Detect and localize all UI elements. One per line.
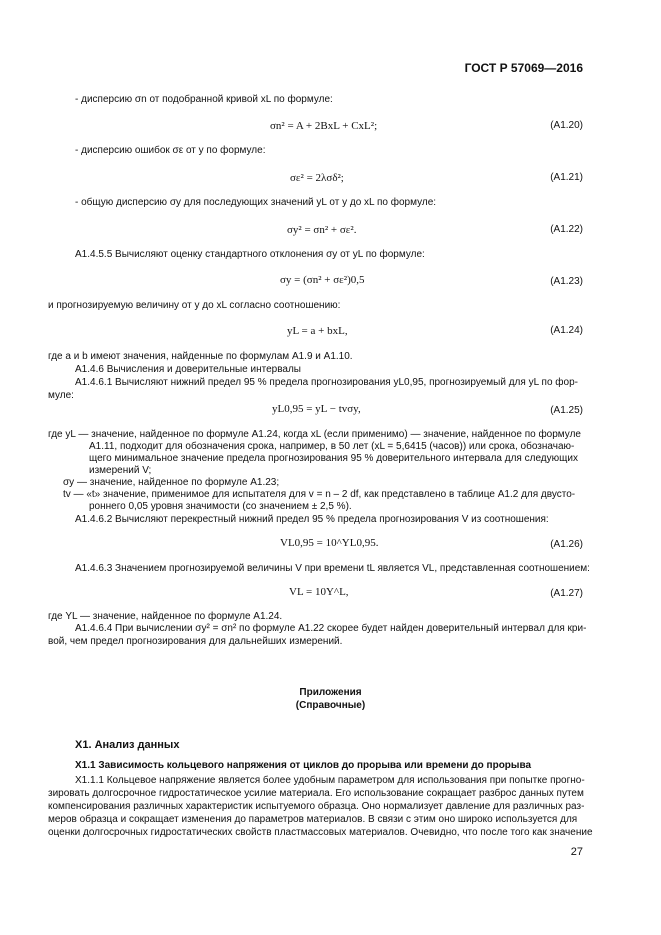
paragraph-predicted-value: и прогнозируемую величину от y до xL согласно соотношению: bbox=[48, 300, 341, 311]
where-yl-line3: щего минимальное значение предела прогнозирования 95 % доверительного интервала для следующих bbox=[89, 453, 578, 464]
where-yl-line1: где yL — значение, найденное по формуле А1.24, когда xL (если применимо) — значение, найденное по формуле bbox=[48, 429, 581, 440]
where-tv-line1: tv — «t» значение, применимое для испытателя для v = n – 2 df, как представлено в таблице А1.2 для двусто- bbox=[63, 489, 576, 500]
section-a1-4-6-title: А1.4.6 Вычисления и доверительные интервалы bbox=[75, 364, 301, 375]
formula-number-a1-20: (A1.20) bbox=[550, 120, 583, 131]
where-yl-capital: где YL — значение, найденное по формуле А1.24. bbox=[48, 611, 283, 622]
document-id: ГОСТ Р 57069—2016 bbox=[464, 61, 583, 75]
formula-a1-27: VL = 10Y^L, bbox=[289, 586, 349, 598]
formula-a1-24: yL = a + bxL, bbox=[287, 325, 348, 337]
formula-a1-25: yL0,95 = yL − tvσy, bbox=[272, 403, 361, 415]
paragraph-x1-1-1-line3: компенсирования различных характеристик испытуемого образца. Оно нормализует давление для различных раз- bbox=[48, 801, 585, 812]
formula-number-a1-24: (A1.24) bbox=[550, 325, 583, 336]
paragraph-a1-4-6-3: А1.4.6.3 Значением прогнозируемой величины V при времени tL является VL, представленная соотношением: bbox=[75, 563, 590, 574]
paragraph-text: - дисперсию σn от подобранной кривой xL по формуле: bbox=[75, 94, 333, 105]
where-yl-line4: измерений V; bbox=[89, 465, 152, 476]
paragraph-a1-4-6-4-line1: А1.4.6.4 При вычислении σy² = σn² по формуле А1.22 скорее будет найден доверительный интервал для кри- bbox=[75, 623, 587, 634]
paragraph-a1-4-6-1-line1: А1.4.6.1 Вычисляют нижний предел 95 % предела прогнозирования yL0,95, прогнозируемый для yL по фор- bbox=[75, 377, 578, 388]
formula-a1-20: σn² = A + 2BxL + CxL²; bbox=[270, 120, 378, 132]
paragraph-dispersion-curve bbox=[75, 94, 333, 106]
formula-number-a1-26: (A1.26) bbox=[550, 539, 583, 550]
formula-number-a1-23: (A1.23) bbox=[550, 276, 583, 287]
paragraph-a1-4-6-4-line2: вой, чем предел прогнозирования для дальнейших измерений. bbox=[48, 636, 343, 647]
formula-a1-21: σε² = 2λσδ²; bbox=[290, 172, 344, 184]
paragraph-a1-4-6-2: А1.4.6.2 Вычисляют перекрестный нижний предел 95 % предела прогнозирования V из соотношения: bbox=[75, 514, 549, 525]
where-sigma-y: σy — значение, найденное по формуле А1.23; bbox=[63, 477, 280, 488]
formula-number-a1-27: (A1.27) bbox=[550, 588, 583, 599]
where-tv-line2: роннего 0,05 уровня значимости (со значением ± 2,5 %). bbox=[89, 501, 352, 512]
appendix-title: Приложения bbox=[299, 687, 362, 698]
formula-number-a1-25: (A1.25) bbox=[550, 405, 583, 416]
paragraph-a1-4-6-1-line2: муле: bbox=[48, 390, 74, 401]
appendix-subtitle: (Справочные) bbox=[295, 700, 366, 711]
page-number: 27 bbox=[570, 846, 583, 858]
paragraph-error-dispersion: - дисперсию ошибок σε от y по формуле: bbox=[75, 145, 266, 156]
formula-a1-23: σy = (σn² + σε²)0,5 bbox=[280, 274, 365, 286]
paragraph-x1-1-1-line1: Х1.1.1 Кольцевое напряжение является более удобным параметром для использования при попытке прогно- bbox=[75, 775, 585, 786]
formula-number-a1-21: (A1.21) bbox=[550, 172, 583, 183]
section-x1-heading: X1. Анализ данных bbox=[75, 739, 180, 751]
formula-a1-22: σy² = σn² + σε². bbox=[287, 224, 357, 236]
paragraph-total-dispersion: - общую дисперсию σy для последующих значений yL от y до xL по формуле: bbox=[75, 197, 437, 208]
paragraph-x1-1-1-line5: оценки долгосрочных гидростатических свойств пластмассовых материалов. Очевидно, что после того как значение bbox=[48, 827, 593, 838]
paragraph-x1-1-1-line2: зировать долгосрочное гидростатическое усилие материала. Его использование сокращает разброс данных путем bbox=[48, 788, 584, 799]
formula-a1-26: VL0,95 = 10^YL0,95. bbox=[280, 537, 379, 549]
where-yl-line2: А1.11, подходит для обозначения срока, например, в 50 лет (xL = 5,6415 (часов)) или срока, обозначаю- bbox=[89, 441, 575, 452]
paragraph-x1-1-1-line4: меров образца и сокращает изменения до параметров материалов. В связи с этим оно широко используется для bbox=[48, 814, 578, 825]
paragraph-a1-4-5-5: А1.4.5.5 Вычисляют оценку стандартного отклонения σy от yL по формуле: bbox=[75, 249, 425, 260]
formula-number-a1-22: (A1.22) bbox=[550, 224, 583, 235]
paragraph-where-a-b: где a и b имеют значения, найденные по формулам А1.9 и А1.10. bbox=[48, 351, 353, 362]
section-x1-1-heading: X1.1 Зависимость кольцевого напряжения от циклов до прорыва или времени до прорыва bbox=[75, 760, 532, 771]
